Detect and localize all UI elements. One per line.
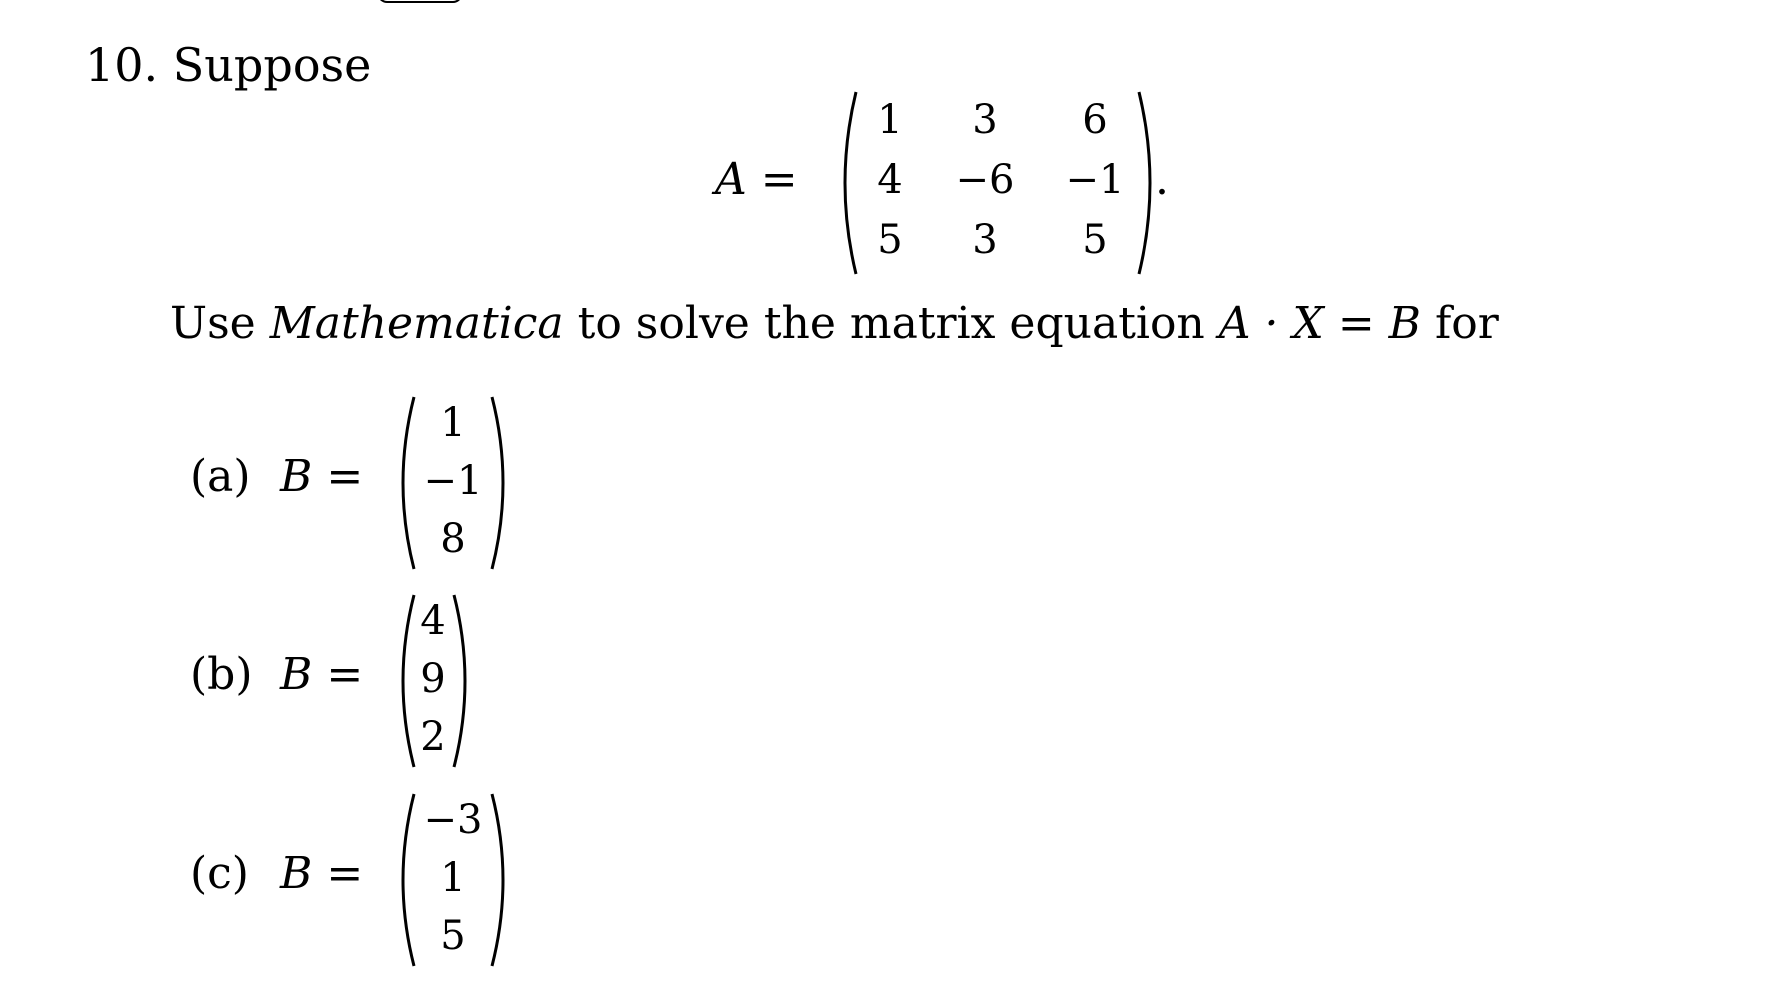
vector-entry: −3 (423, 797, 483, 843)
instruction-middle: to solve the matrix equation (577, 298, 1205, 349)
matrix-a-equation (715, 88, 1195, 278)
problem-header (85, 38, 371, 92)
part-label: (c) (190, 848, 249, 899)
vector-entry: 1 (440, 400, 466, 446)
vector-entry: 2 (420, 714, 446, 760)
right-paren (488, 790, 518, 970)
matrix-a (830, 88, 1170, 278)
part-lhs: B = (280, 848, 364, 899)
matrix-a-cell: −1 (1065, 157, 1125, 203)
problem-number: 10. (85, 38, 159, 92)
matrix-a-cell: −6 (955, 157, 1015, 203)
vector-entry: −1 (423, 458, 483, 504)
part-label: (b) (190, 649, 253, 700)
part-a (190, 393, 550, 573)
cropped-formula-fragment (375, 0, 465, 6)
vector-entry: 8 (440, 516, 466, 562)
left-paren (830, 88, 860, 278)
matrix-a-cell: 4 (877, 157, 903, 203)
software-name: Mathematica (269, 298, 564, 349)
vector-b-a (388, 393, 518, 573)
part-c (190, 790, 550, 970)
matrix-a-cell: 3 (972, 217, 998, 263)
part-label: (a) (190, 451, 251, 502)
matrix-a-cell: 6 (1082, 97, 1108, 143)
vector-entry: 5 (440, 913, 466, 959)
part-lhs: B = (280, 451, 364, 502)
instruction-prefix: Use (170, 298, 256, 349)
vector-entry: 1 (440, 855, 466, 901)
matrix-a-lhs: A = (715, 154, 798, 205)
vector-b-b (388, 591, 478, 771)
vector-entry: 9 (420, 656, 446, 702)
problem-intro: Suppose (172, 38, 372, 92)
part-lhs: B = (280, 649, 364, 700)
vector-b-c (388, 790, 518, 970)
matrix-a-trailing-period: . (1155, 154, 1169, 205)
matrix-a-cell: 5 (877, 217, 903, 263)
instruction (170, 298, 1499, 349)
part-b (190, 591, 550, 771)
right-paren (450, 591, 480, 771)
instruction-suffix: for (1435, 298, 1499, 349)
matrix-a-cell: 5 (1082, 217, 1108, 263)
vector-entry: 4 (420, 598, 446, 644)
matrix-a-cell: 3 (972, 97, 998, 143)
matrix-equation: A · X = B (1218, 298, 1422, 349)
right-paren (488, 393, 518, 573)
matrix-a-cell: 1 (877, 97, 903, 143)
